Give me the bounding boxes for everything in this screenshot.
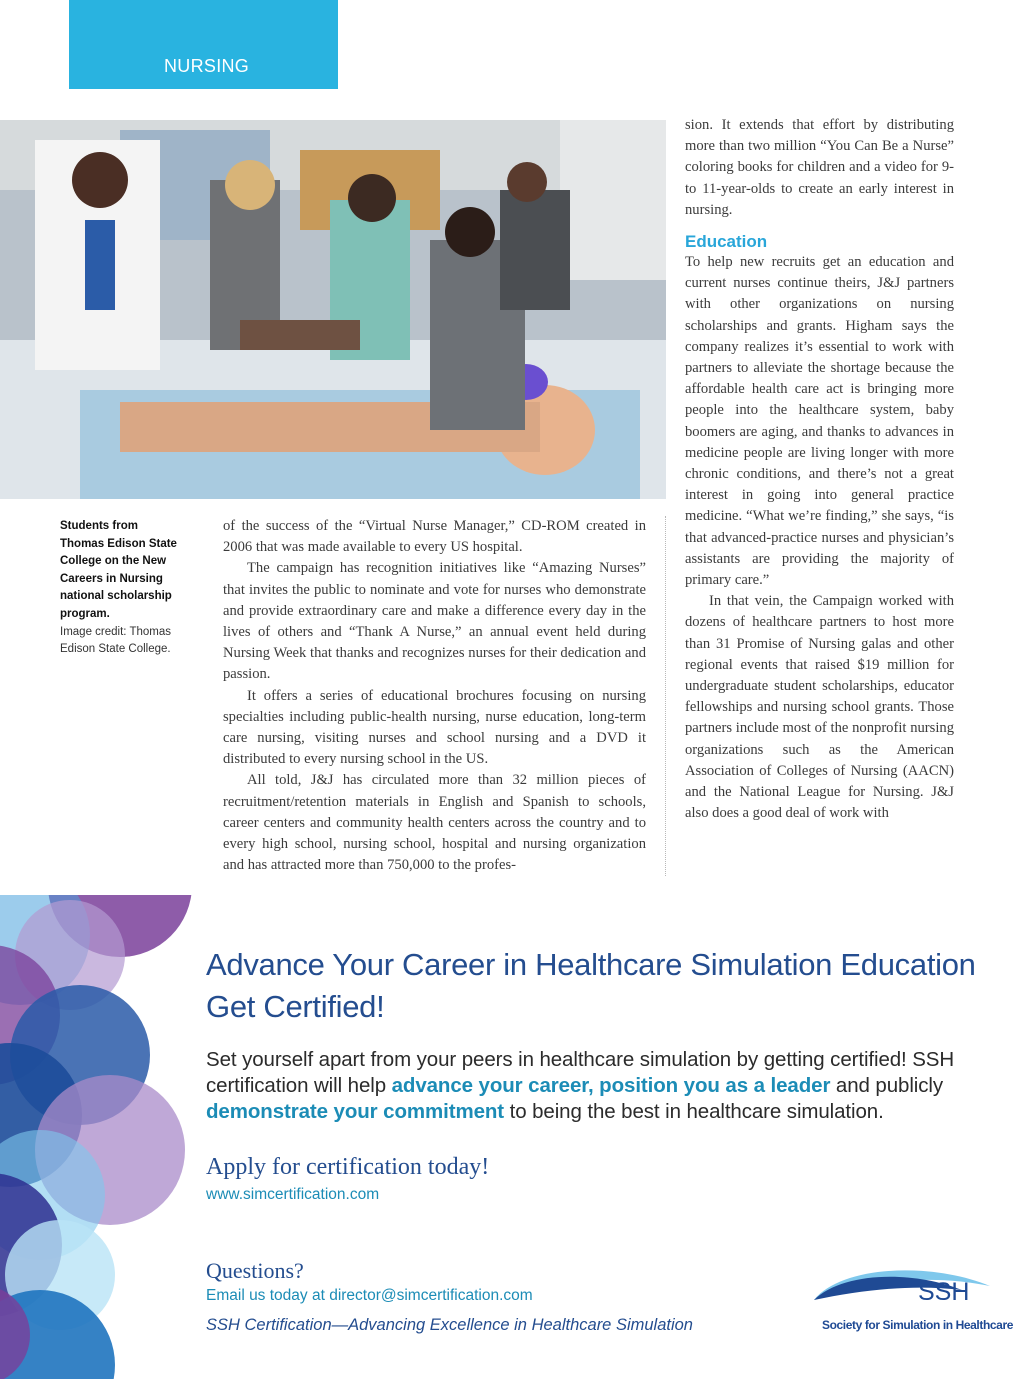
ad-highlight: advance your career, position you as a leader bbox=[391, 1074, 831, 1097]
ad-headline-line2: Get Certified! bbox=[206, 989, 385, 1024]
ad-headline bbox=[206, 944, 976, 1028]
article-column-middle bbox=[223, 516, 646, 876]
article-paragraph: In that vein, the Campaign worked with dozens of healthcare partners to host more than 31 Promise of Nursing galas and other regional events that raised $19 million for undergraduate student scholarships, educator fellowships and nursing school grants. Those partners include most of the nonprofit nursing organizations such as the American Association of Colleges of Nursing (AACN) and the National League for Nursing. J&J also does a good deal of work with bbox=[685, 593, 954, 822]
decorative-circles-graphic bbox=[0, 895, 200, 1379]
article-paragraph: All told, J&J has circulated more than 32 million pieces of recruitment/retention materials in English and Spanish to schools, career centers and community health centers across the country and to every high school, nursing school, hospital and nursing organization and has attracted more than 750,000 to the profes- bbox=[223, 772, 646, 874]
ad-body-part: Set yourself apart from your peers in healthcare simulation by getting certified! SSH certification will help bbox=[206, 1048, 955, 1097]
ad-body-text bbox=[206, 1047, 986, 1125]
questions-heading: Questions? bbox=[206, 1258, 304, 1283]
article-paragraph: sion. It extends that effort by distributing more than two million “You Can Be a Nurse” coloring books for children and a video for 9- to 11-year-olds to create an early interest in nursing. bbox=[685, 117, 954, 218]
article-paragraph: of the success of the “Virtual Nurse Manager,” CD-ROM created in 2006 that was made available to every US hospital. bbox=[223, 518, 646, 556]
apply-heading: Apply for certification today! bbox=[206, 1154, 490, 1180]
photo-caption bbox=[60, 518, 185, 659]
contact-email-link[interactable]: Email us today at director@simcertification.com bbox=[206, 1287, 533, 1304]
article-paragraph: It offers a series of educational brochures focusing on nursing specialties including public-health nursing, nurse education, long-term care nursing, visiting nurses and school nursing and a DVD it distributed to every nursing school in the US. bbox=[223, 687, 646, 768]
caption-bold: Students from Thomas Edison State College on the New Careers in Nursing national scholarship program. bbox=[60, 520, 177, 620]
ad-body-part: and publicly bbox=[830, 1074, 943, 1097]
section-label: NURSING bbox=[164, 56, 250, 76]
article-paragraph: To help new recruits get an education and current nurses continue theirs, J&J partners with other organizations on nursing scholarships and grants. Higham says the company realizes it’s essential to work with partners to alleviate the shortage because the affordable health care act is bringing more people into the healthcare system, baby boomers are aging, and thanks to advances in medicine people are living longer with more chronic conditions, and there’s not a great interest in going into general practice medicine. “What we’re finding,” she says, “is that advanced-practice nurses and physician’s assistants are providing the majority of primary care.” bbox=[685, 254, 954, 589]
caption-credit: Image credit: Thomas Edison State College. bbox=[60, 625, 172, 656]
ssh-logo-abbr: SSH bbox=[918, 1278, 970, 1306]
column-divider bbox=[665, 516, 666, 876]
section-tab bbox=[69, 0, 338, 89]
ssh-logo-name: Society for Simulation in Healthcare bbox=[822, 1318, 1013, 1332]
ad-tagline: SSH Certification—Advancing Excellence in Healthcare Simulation bbox=[206, 1316, 693, 1334]
ad-body-part: to being the best in healthcare simulation. bbox=[504, 1100, 884, 1123]
article-column-right bbox=[685, 115, 954, 825]
ad-headline-line1: Advance Your Career in Healthcare Simulation Education bbox=[206, 947, 976, 982]
classroom-photo bbox=[0, 120, 666, 499]
certification-url-link[interactable]: www.simcertification.com bbox=[206, 1186, 380, 1203]
article-paragraph: The campaign has recognition initiatives like “Amazing Nurses” that invites the public to nominate and vote for nurses who demonstrate and provide extraordinary care and make a difference every day in the lives of others and “Thank A Nurse,” an annual event held during Nursing Week that thanks and recognizes nurses for their dedication and passion. bbox=[223, 560, 646, 683]
ad-highlight: demonstrate your commitment bbox=[206, 1100, 505, 1123]
section-heading-education: Education bbox=[685, 232, 768, 252]
